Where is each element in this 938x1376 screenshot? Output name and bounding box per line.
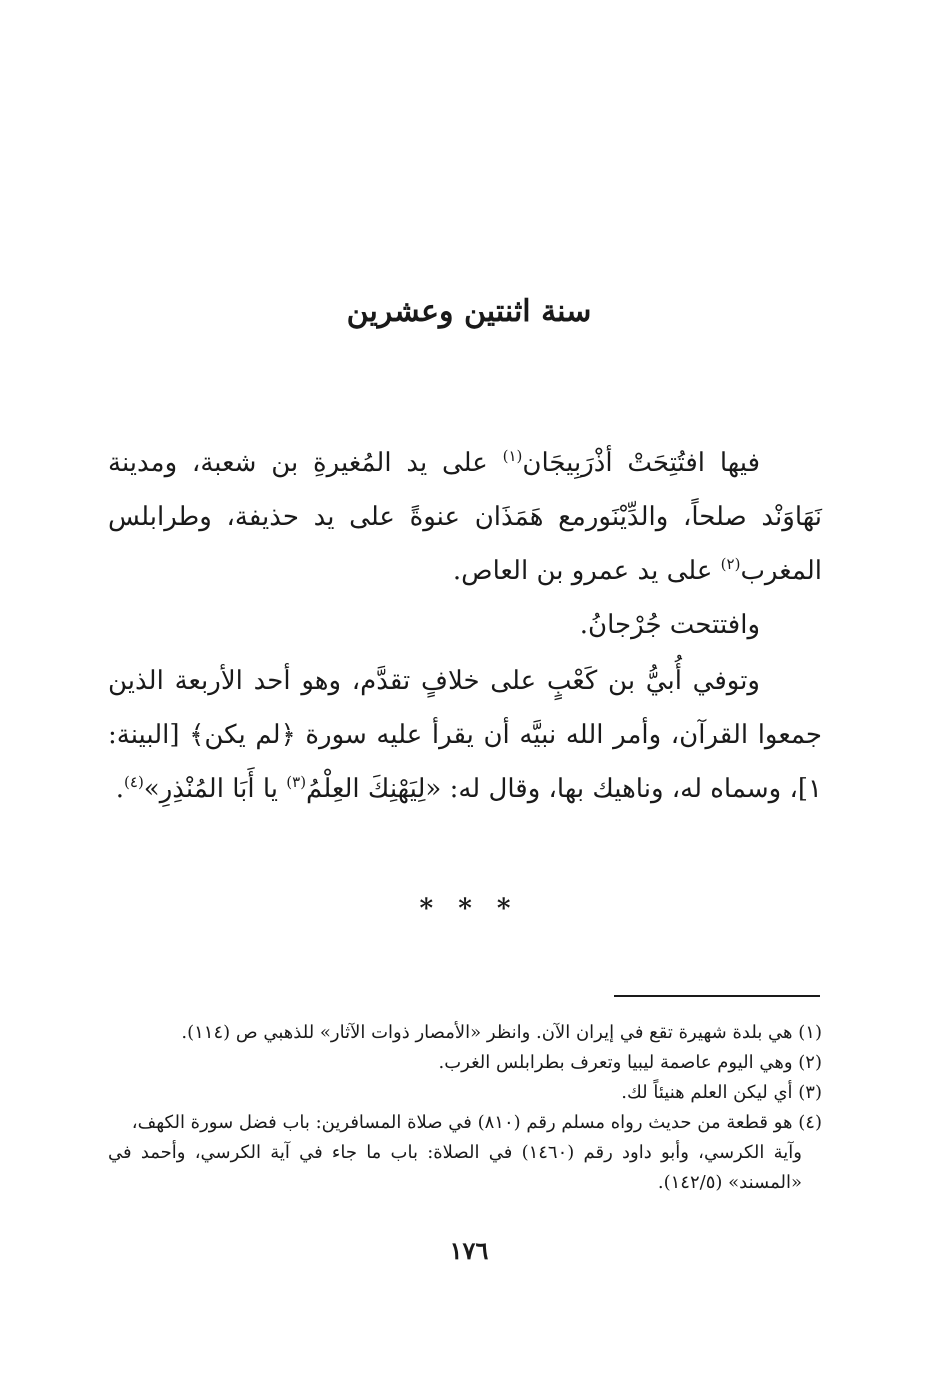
paragraph-ubayy — [108, 654, 822, 816]
section-separator: * * * — [419, 894, 519, 924]
page-number: ١٧٦ — [449, 1236, 489, 1265]
paragraph-conquests — [108, 436, 822, 598]
chapter-title: سنة اثنتين وعشرين — [346, 294, 592, 329]
footnote-3: (٣) أي ليكن العلم هنيئاً لك. — [621, 1082, 822, 1103]
footnote-ref-2[interactable]: (٢) — [720, 555, 741, 573]
main-text — [108, 436, 822, 816]
footnotes — [108, 1018, 822, 1198]
paragraph-text: يا أَبَا المُنْذِرِ» — [143, 774, 287, 804]
paragraph-text: . — [115, 774, 125, 804]
paragraph-text: على يد عمرو بن العاص. — [452, 556, 721, 586]
footnote-2: (٢) وهي اليوم عاصمة ليبيا وتعرف بطرابلس الغرب. — [438, 1052, 822, 1073]
paragraph-text: فيها افتُتِحَتْ أذْرَبِيجَان — [522, 448, 760, 478]
footnote-divider — [614, 995, 820, 997]
footnote-ref-3[interactable]: (٣) — [286, 773, 307, 791]
footnote-1: (١) هي بلدة شهيرة تقع في إيران الآن. وانظر «الأمصار ذوات الآثار» للذهبي ص (١١٤). — [181, 1022, 822, 1043]
paragraph-jurjan: وافتتحت جُرْجانُ. — [579, 610, 760, 640]
footnote-4-continued: وآية الكرسي، وأبو داود رقم (١٤٦٠) في الصلاة: باب ما جاء في آية الكرسي، وأحمد في «المسند» (١٤٢/٥). — [108, 1142, 802, 1193]
footnote-ref-1[interactable]: (١) — [502, 447, 523, 465]
paragraph-text: وتوفي أُبيُّ بن كَعْبٍ على خلافٍ تقدَّم، وهو أحد الأربعة الذين جمعوا القرآن، وأمر الله نبيَّه أن يقرأ عليه سورة ﴿لم يكن﴾ [البينة: ١]، وسماه له، وناهيك بها، وقال له: «لِيَهْنِكَ العِلْمُ — [108, 666, 822, 804]
footnote-ref-4[interactable]: (٤) — [124, 773, 144, 791]
footnote-4: (٤) هو قطعة من حديث رواه مسلم رقم (٨١٠) في صلاة المسافرين: باب فضل سورة الكهف، — [131, 1112, 822, 1133]
paragraph-text: على يد المُغيرةِ بن شعبة، ومدينة نَهَاوَنْد صلحاً، والدِّيْنَورمع هَمَذَان عنوةً على يد حذيفة، وطرابلس المغرب — [108, 448, 822, 586]
